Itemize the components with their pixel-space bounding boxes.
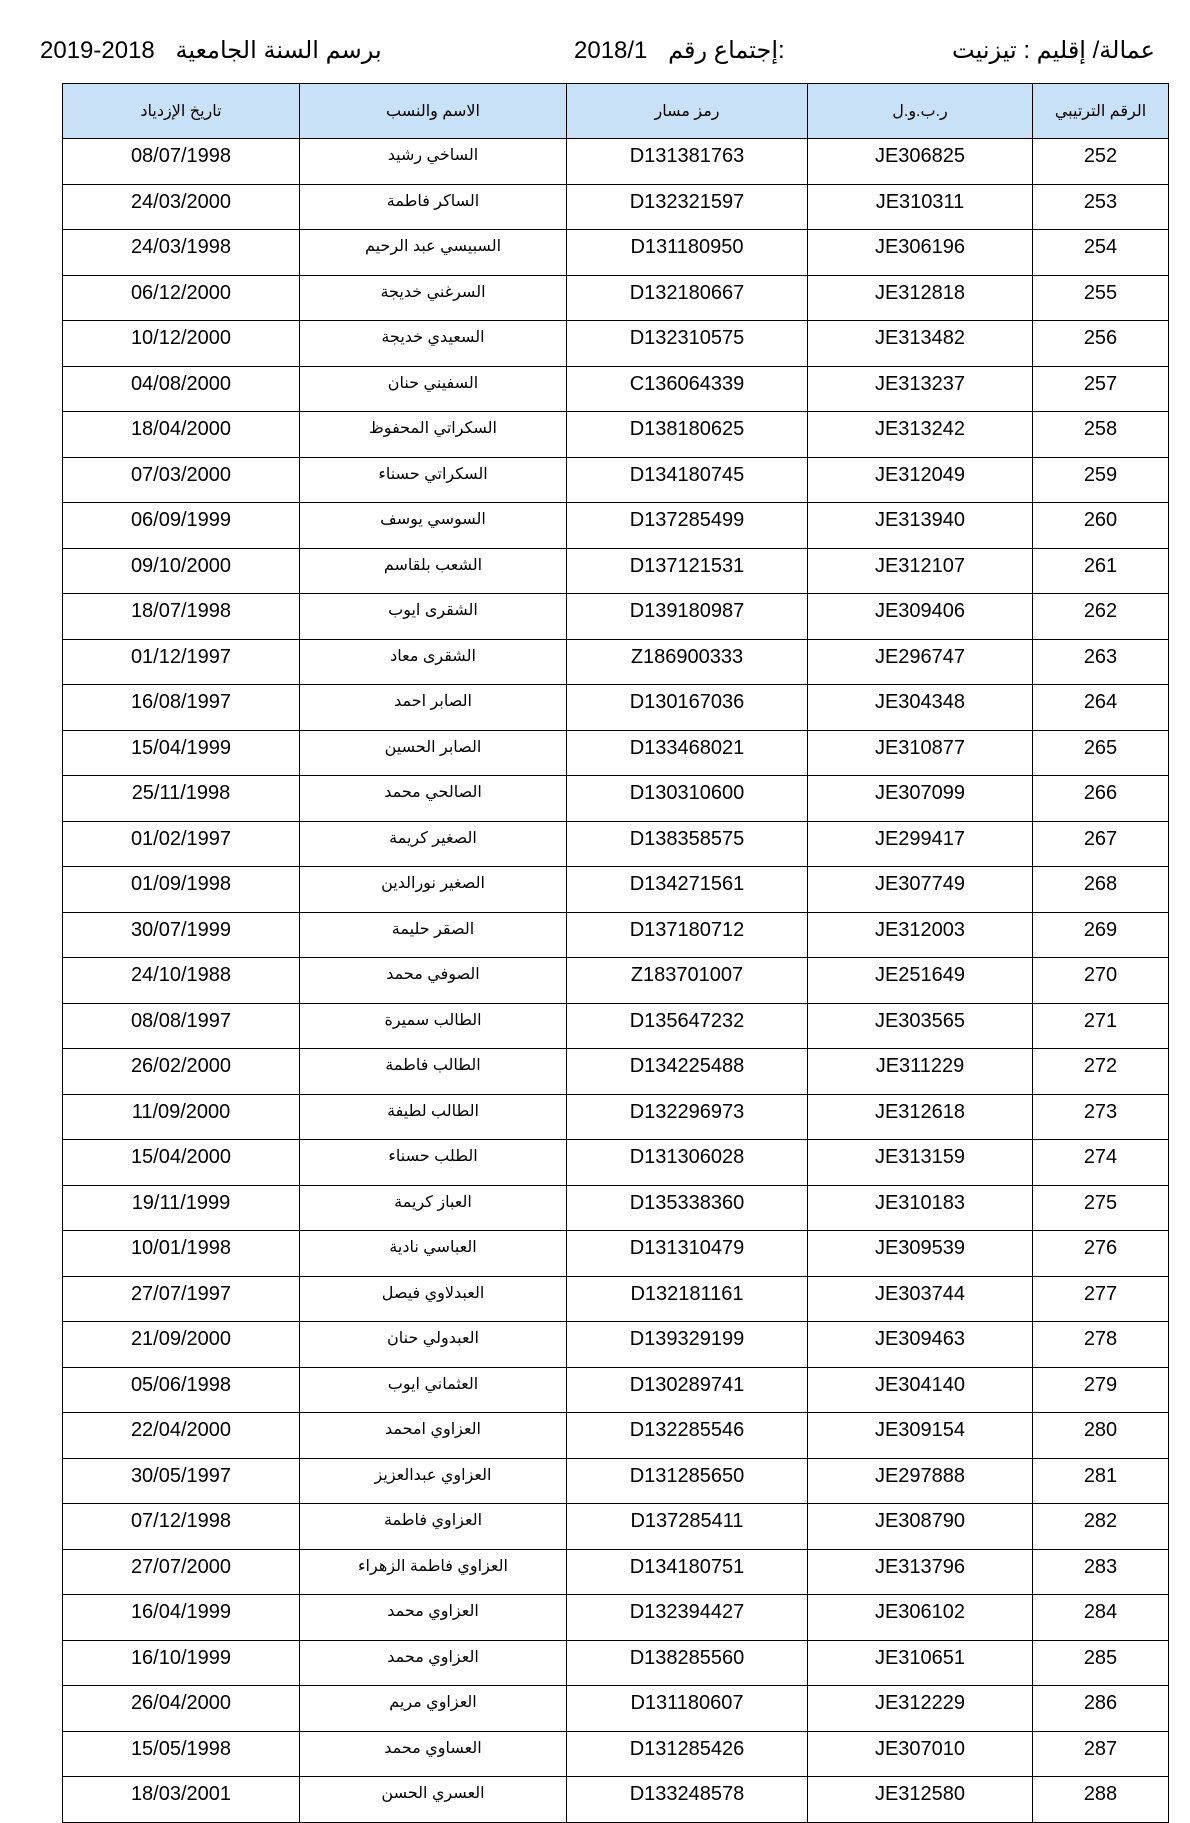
table-row [63,958,1169,1004]
cell-massar: D135647232 [567,1003,808,1049]
cell-cin: JE306102 [808,1595,1033,1641]
cell-order: 253 [1033,184,1169,230]
cell-order: 282 [1033,1504,1169,1550]
cell-birth-date: 30/07/1999 [63,912,300,958]
column-header-name: الاسم والنسب [300,84,567,139]
column-header-order: الرقم الترتيبي [1033,84,1169,139]
cell-name: الساكر فاطمة [300,184,567,230]
cell-cin: JE309406 [808,594,1033,640]
cell-massar: D134180751 [567,1549,808,1595]
cell-cin: JE312049 [808,457,1033,503]
cell-birth-date: 07/03/2000 [63,457,300,503]
cell-massar: D131285650 [567,1458,808,1504]
cell-birth-date: 10/01/1998 [63,1231,300,1277]
cell-birth-date: 16/10/1999 [63,1640,300,1686]
table-row [63,685,1169,731]
cell-massar: D137121531 [567,548,808,594]
cell-birth-date: 19/11/1999 [63,1185,300,1231]
cell-cin: JE311229 [808,1049,1033,1095]
cell-birth-date: 24/03/2000 [63,184,300,230]
cell-birth-date: 26/04/2000 [63,1686,300,1732]
cell-name: العبدلاوي فيصل [300,1276,567,1322]
cell-order: 267 [1033,821,1169,867]
cell-massar: Z183701007 [567,958,808,1004]
cell-massar: D131180607 [567,1686,808,1732]
cell-order: 266 [1033,776,1169,822]
cell-birth-date: 04/08/2000 [63,366,300,412]
table-row [63,1367,1169,1413]
cell-name: الشقرى معاد [300,639,567,685]
cell-name: العزاوي فاطمة [300,1504,567,1550]
cell-order: 262 [1033,594,1169,640]
cell-order: 257 [1033,366,1169,412]
cell-name: الشقرى ايوب [300,594,567,640]
cell-cin: JE313482 [808,321,1033,367]
cell-cin: JE310183 [808,1185,1033,1231]
table-row [63,321,1169,367]
cell-birth-date: 15/04/1999 [63,730,300,776]
cell-cin: JE313796 [808,1549,1033,1595]
cell-order: 255 [1033,275,1169,321]
table-row [63,1458,1169,1504]
cell-birth-date: 18/07/1998 [63,594,300,640]
cell-cin: JE312107 [808,548,1033,594]
cell-order: 254 [1033,230,1169,276]
table-row [63,412,1169,458]
academic-year-label: برسم السنة الجامعية [175,37,382,64]
cell-birth-date: 27/07/1997 [63,1276,300,1322]
table-row [63,1185,1169,1231]
table-row [63,1504,1169,1550]
cell-name: الصابر احمد [300,685,567,731]
cell-name: العباز كريمة [300,1185,567,1231]
cell-birth-date: 18/03/2001 [63,1777,300,1823]
cell-cin: JE313242 [808,412,1033,458]
meeting-info [574,36,785,65]
table-row [63,1413,1169,1459]
cell-order: 256 [1033,321,1169,367]
cell-order: 252 [1033,139,1169,185]
cell-cin: JE304140 [808,1367,1033,1413]
cell-massar: D132296973 [567,1094,808,1140]
cell-name: العزاوي محمد [300,1595,567,1641]
cell-birth-date: 24/03/1998 [63,230,300,276]
cell-birth-date: 27/07/2000 [63,1549,300,1595]
cell-massar: D138180625 [567,412,808,458]
cell-name: السكراتي حسناء [300,457,567,503]
cell-order: 274 [1033,1140,1169,1186]
table-row [63,867,1169,913]
cell-order: 263 [1033,639,1169,685]
cell-cin: JE297888 [808,1458,1033,1504]
table-row [63,1049,1169,1095]
cell-order: 272 [1033,1049,1169,1095]
cell-name: الساخي رشيد [300,139,567,185]
table-row [63,730,1169,776]
cell-birth-date: 06/09/1999 [63,503,300,549]
cell-order: 287 [1033,1731,1169,1777]
province-label: عمالة/ إقليم : تيزنيت [952,37,1155,64]
cell-name: العزاوي فاطمة الزهراء [300,1549,567,1595]
cell-massar: D131310479 [567,1231,808,1277]
document-header [0,36,1190,76]
table-row [63,1731,1169,1777]
column-header-cin: ر.ب.و.ل [808,84,1033,139]
cell-order: 275 [1033,1185,1169,1231]
cell-name: العباسي نادية [300,1231,567,1277]
cell-massar: C136064339 [567,366,808,412]
table-row [63,1140,1169,1186]
cell-name: السعيدي خديجة [300,321,567,367]
column-header-massar: رمز مسار [567,84,808,139]
cell-name: العزاوي مريم [300,1686,567,1732]
cell-birth-date: 06/12/2000 [63,275,300,321]
cell-birth-date: 16/04/1999 [63,1595,300,1641]
cell-name: العزاوي امحمد [300,1413,567,1459]
cell-massar: D138285560 [567,1640,808,1686]
cell-name: العزاوي عبدالعزيز [300,1458,567,1504]
cell-cin: JE309539 [808,1231,1033,1277]
table-row [63,1231,1169,1277]
cell-massar: D137285411 [567,1504,808,1550]
cell-name: العثماني ايوب [300,1367,567,1413]
cell-cin: JE312618 [808,1094,1033,1140]
cell-name: الصغير نورالدين [300,867,567,913]
cell-massar: D130167036 [567,685,808,731]
cell-massar: D133468021 [567,730,808,776]
cell-cin: JE303565 [808,1003,1033,1049]
cell-cin: JE251649 [808,958,1033,1004]
cell-name: السفيني حنان [300,366,567,412]
cell-cin: JE312818 [808,275,1033,321]
table-row [63,1686,1169,1732]
table-row [63,639,1169,685]
table-row [63,821,1169,867]
cell-name: الطالب فاطمة [300,1049,567,1095]
cell-massar: Z186900333 [567,639,808,685]
cell-name: العبدولي حنان [300,1322,567,1368]
cell-massar: D134271561 [567,867,808,913]
cell-cin: JE313237 [808,366,1033,412]
table-row [63,1640,1169,1686]
meeting-label: إجتماع رقم: [668,37,785,64]
table-row [63,1595,1169,1641]
cell-name: السرغني خديجة [300,275,567,321]
cell-birth-date: 24/10/1988 [63,958,300,1004]
cell-massar: D135338360 [567,1185,808,1231]
cell-order: 269 [1033,912,1169,958]
cell-birth-date: 11/09/2000 [63,1094,300,1140]
cell-order: 284 [1033,1595,1169,1641]
academic-year [40,36,382,65]
cell-order: 258 [1033,412,1169,458]
cell-birth-date: 15/05/1998 [63,1731,300,1777]
cell-cin: JE310651 [808,1640,1033,1686]
cell-cin: JE306196 [808,230,1033,276]
table-row [63,139,1169,185]
table-header [63,84,1169,139]
cell-order: 268 [1033,867,1169,913]
cell-massar: D133248578 [567,1777,808,1823]
cell-massar: D137285499 [567,503,808,549]
cell-massar: D130310600 [567,776,808,822]
table-row [63,1094,1169,1140]
cell-order: 285 [1033,1640,1169,1686]
cell-cin: JE309154 [808,1413,1033,1459]
academic-year-value: 2019-2018 [40,37,155,64]
table-row [63,1777,1169,1823]
cell-massar: D132181161 [567,1276,808,1322]
cell-cin: JE299417 [808,821,1033,867]
table-row [63,366,1169,412]
cell-name: العسري الحسن [300,1777,567,1823]
cell-birth-date: 01/09/1998 [63,867,300,913]
cell-massar: D131381763 [567,139,808,185]
cell-order: 259 [1033,457,1169,503]
cell-cin: JE306825 [808,139,1033,185]
cell-name: الطلب حسناء [300,1140,567,1186]
cell-birth-date: 25/11/1998 [63,776,300,822]
cell-order: 277 [1033,1276,1169,1322]
cell-order: 278 [1033,1322,1169,1368]
table-row [63,184,1169,230]
table-row [63,1322,1169,1368]
cell-cin: JE303744 [808,1276,1033,1322]
cell-birth-date: 22/04/2000 [63,1413,300,1459]
cell-order: 261 [1033,548,1169,594]
cell-birth-date: 10/12/2000 [63,321,300,367]
cell-massar: D132321597 [567,184,808,230]
cell-birth-date: 05/06/1998 [63,1367,300,1413]
cell-massar: D139329199 [567,1322,808,1368]
cell-birth-date: 01/02/1997 [63,821,300,867]
cell-cin: JE308790 [808,1504,1033,1550]
cell-name: السبيسي عبد الرحيم [300,230,567,276]
cell-cin: JE304348 [808,685,1033,731]
cell-name: الصالحي محمد [300,776,567,822]
cell-birth-date: 30/05/1997 [63,1458,300,1504]
cell-name: العزاوي محمد [300,1640,567,1686]
cell-massar: D131306028 [567,1140,808,1186]
cell-name: العساوي محمد [300,1731,567,1777]
cell-name: الطالب سميرة [300,1003,567,1049]
cell-cin: JE312003 [808,912,1033,958]
cell-massar: D132394427 [567,1595,808,1641]
cell-massar: D131180950 [567,230,808,276]
cell-massar: D132285546 [567,1413,808,1459]
table-row [63,275,1169,321]
cell-order: 276 [1033,1231,1169,1277]
cell-massar: D132310575 [567,321,808,367]
table-row [63,912,1169,958]
cell-massar: D134225488 [567,1049,808,1095]
students-table [62,83,1169,1823]
table-row [63,776,1169,822]
cell-massar: D131285426 [567,1731,808,1777]
cell-cin: JE309463 [808,1322,1033,1368]
table-row [63,503,1169,549]
cell-cin: JE313159 [808,1140,1033,1186]
cell-order: 265 [1033,730,1169,776]
table-row [63,457,1169,503]
cell-massar: D137180712 [567,912,808,958]
meeting-number: 2018/1 [574,37,648,64]
cell-birth-date: 08/08/1997 [63,1003,300,1049]
cell-name: السكراتي المحفوظ [300,412,567,458]
cell-order: 280 [1033,1413,1169,1459]
cell-name: الصابر الحسين [300,730,567,776]
cell-massar: D130289741 [567,1367,808,1413]
cell-cin: JE310311 [808,184,1033,230]
cell-massar: D139180987 [567,594,808,640]
cell-birth-date: 16/08/1997 [63,685,300,731]
table-row [63,1276,1169,1322]
cell-massar: D132180667 [567,275,808,321]
cell-cin: JE307749 [808,867,1033,913]
cell-name: الصقر حليمة [300,912,567,958]
cell-cin: JE312229 [808,1686,1033,1732]
cell-birth-date: 15/04/2000 [63,1140,300,1186]
cell-order: 288 [1033,1777,1169,1823]
cell-birth-date: 09/10/2000 [63,548,300,594]
cell-name: الشعب بلقاسم [300,548,567,594]
cell-order: 273 [1033,1094,1169,1140]
cell-name: الصغير كريمة [300,821,567,867]
column-header-birth-date: تاريخ الإزدياد [63,84,300,139]
table-row [63,594,1169,640]
cell-cin: JE313940 [808,503,1033,549]
cell-order: 260 [1033,503,1169,549]
cell-birth-date: 08/07/1998 [63,139,300,185]
cell-name: الصوفي محمد [300,958,567,1004]
table-row [63,1003,1169,1049]
cell-name: الطالب لطيفة [300,1094,567,1140]
cell-order: 286 [1033,1686,1169,1732]
cell-order: 264 [1033,685,1169,731]
table-row [63,230,1169,276]
cell-birth-date: 26/02/2000 [63,1049,300,1095]
cell-cin: JE310877 [808,730,1033,776]
table-row [63,1549,1169,1595]
cell-cin: JE296747 [808,639,1033,685]
table-body [63,139,1169,1823]
cell-order: 281 [1033,1458,1169,1504]
cell-cin: JE307099 [808,776,1033,822]
cell-birth-date: 01/12/1997 [63,639,300,685]
cell-birth-date: 07/12/1998 [63,1504,300,1550]
cell-name: السوسي يوسف [300,503,567,549]
cell-cin: JE307010 [808,1731,1033,1777]
cell-order: 279 [1033,1367,1169,1413]
cell-massar: D134180745 [567,457,808,503]
cell-order: 271 [1033,1003,1169,1049]
cell-birth-date: 21/09/2000 [63,1322,300,1368]
cell-order: 270 [1033,958,1169,1004]
cell-birth-date: 18/04/2000 [63,412,300,458]
cell-order: 283 [1033,1549,1169,1595]
table-row [63,548,1169,594]
cell-cin: JE312580 [808,1777,1033,1823]
cell-massar: D138358575 [567,821,808,867]
